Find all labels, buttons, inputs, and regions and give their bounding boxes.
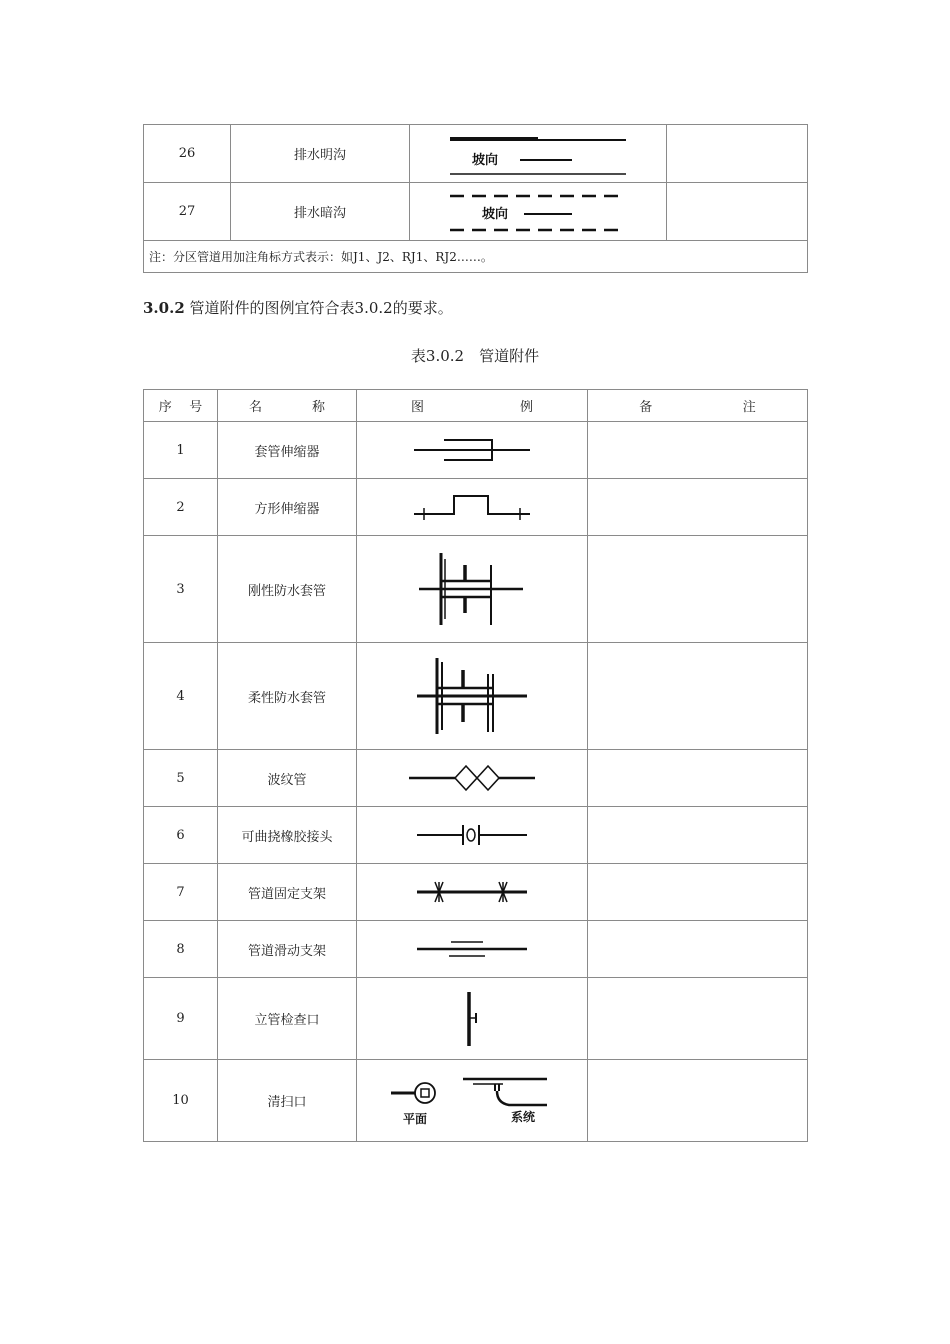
pipe-fittings-table bbox=[143, 389, 808, 1142]
row-number: 4 bbox=[144, 643, 218, 750]
row-number: 7 bbox=[144, 864, 218, 921]
row-number: 9 bbox=[144, 978, 218, 1060]
open-drain-symbol bbox=[448, 132, 628, 176]
header-no: 序 号 bbox=[144, 390, 218, 422]
item-name: 排水暗沟 bbox=[231, 183, 410, 241]
remark-cell bbox=[588, 750, 808, 807]
table-row bbox=[144, 807, 808, 864]
covered-drain-symbol bbox=[448, 190, 628, 234]
item-name: 管道滑动支架 bbox=[218, 921, 357, 978]
item-name: 方形伸缩器 bbox=[218, 479, 357, 536]
item-name: 管道固定支架 bbox=[218, 864, 357, 921]
remark-cell bbox=[588, 479, 808, 536]
row-number: 5 bbox=[144, 750, 218, 807]
item-name: 清扫口 bbox=[218, 1060, 357, 1142]
section-text: 管道附件的图例宜符合表3.0.2的要求。 bbox=[184, 299, 453, 317]
bellows-symbol bbox=[407, 763, 537, 793]
row-number: 26 bbox=[144, 125, 231, 183]
remark-cell bbox=[667, 125, 808, 183]
remark-cell bbox=[588, 536, 808, 643]
drainage-table bbox=[143, 124, 808, 273]
item-name: 可曲挠橡胶接头 bbox=[218, 807, 357, 864]
header-remark: 备 注 bbox=[588, 390, 808, 422]
riser-inspection-port-symbol bbox=[457, 990, 487, 1048]
legend-cell bbox=[410, 125, 667, 183]
row-number: 10 bbox=[144, 1060, 218, 1142]
row-number: 2 bbox=[144, 479, 218, 536]
row-number: 27 bbox=[144, 183, 231, 241]
table-row bbox=[144, 978, 808, 1060]
table-caption: 表3.0.2 管道附件 bbox=[410, 347, 540, 365]
row-number: 3 bbox=[144, 536, 218, 643]
header-legend: 图 例 bbox=[357, 390, 588, 422]
table-row bbox=[144, 183, 808, 241]
header-name: 名 称 bbox=[218, 390, 357, 422]
system-label: 系统 bbox=[511, 1109, 536, 1124]
legend-cell bbox=[357, 422, 588, 479]
table-row bbox=[144, 643, 808, 750]
plan-label: 平面 bbox=[403, 1111, 428, 1126]
table-row bbox=[144, 536, 808, 643]
rubber-joint-symbol bbox=[415, 822, 529, 848]
remark-cell bbox=[588, 864, 808, 921]
table-note-row bbox=[144, 241, 808, 273]
section-number: 3.0.2 bbox=[143, 299, 185, 317]
sleeve-expansion-joint-symbol bbox=[412, 435, 532, 465]
legend-cell bbox=[357, 978, 588, 1060]
sliding-support-symbol bbox=[415, 938, 529, 960]
legend-cell bbox=[357, 807, 588, 864]
table-note: 注：分区管道用加注角标方式表示：如J1、J2、RJ1、RJ2……。 bbox=[144, 241, 808, 273]
legend-cell bbox=[357, 750, 588, 807]
rigid-waterproof-sleeve-symbol bbox=[417, 551, 527, 627]
remark-cell bbox=[588, 921, 808, 978]
item-name: 波纹管 bbox=[218, 750, 357, 807]
remark-cell bbox=[588, 422, 808, 479]
item-name: 柔性防水套管 bbox=[218, 643, 357, 750]
remark-cell bbox=[588, 643, 808, 750]
legend-cell bbox=[357, 864, 588, 921]
remark-cell bbox=[667, 183, 808, 241]
cleanout-symbol bbox=[387, 1073, 557, 1129]
legend-cell bbox=[357, 643, 588, 750]
legend-cell bbox=[357, 921, 588, 978]
remark-cell bbox=[588, 1060, 808, 1142]
slope-label: 坡向 bbox=[472, 152, 499, 168]
square-expansion-joint-symbol bbox=[412, 492, 532, 522]
row-number: 6 bbox=[144, 807, 218, 864]
table-row bbox=[144, 1060, 808, 1142]
legend-cell bbox=[410, 183, 667, 241]
row-number: 1 bbox=[144, 422, 218, 479]
item-name: 排水明沟 bbox=[231, 125, 410, 183]
row-number: 8 bbox=[144, 921, 218, 978]
table-row bbox=[144, 921, 808, 978]
item-name: 刚性防水套管 bbox=[218, 536, 357, 643]
legend-cell bbox=[357, 1060, 588, 1142]
fixed-support-symbol bbox=[415, 879, 529, 905]
table-row bbox=[144, 125, 808, 183]
remark-cell bbox=[588, 807, 808, 864]
flexible-waterproof-sleeve-symbol bbox=[415, 656, 529, 736]
table-row bbox=[144, 750, 808, 807]
remark-cell bbox=[588, 978, 808, 1060]
legend-cell bbox=[357, 479, 588, 536]
table-header-row bbox=[144, 390, 808, 422]
table-row bbox=[144, 864, 808, 921]
table-row bbox=[144, 422, 808, 479]
table-row bbox=[144, 479, 808, 536]
section-paragraph bbox=[143, 297, 453, 318]
legend-cell bbox=[357, 536, 588, 643]
item-name: 套管伸缩器 bbox=[218, 422, 357, 479]
slope-label: 坡向 bbox=[482, 206, 509, 222]
item-name: 立管检查口 bbox=[218, 978, 357, 1060]
